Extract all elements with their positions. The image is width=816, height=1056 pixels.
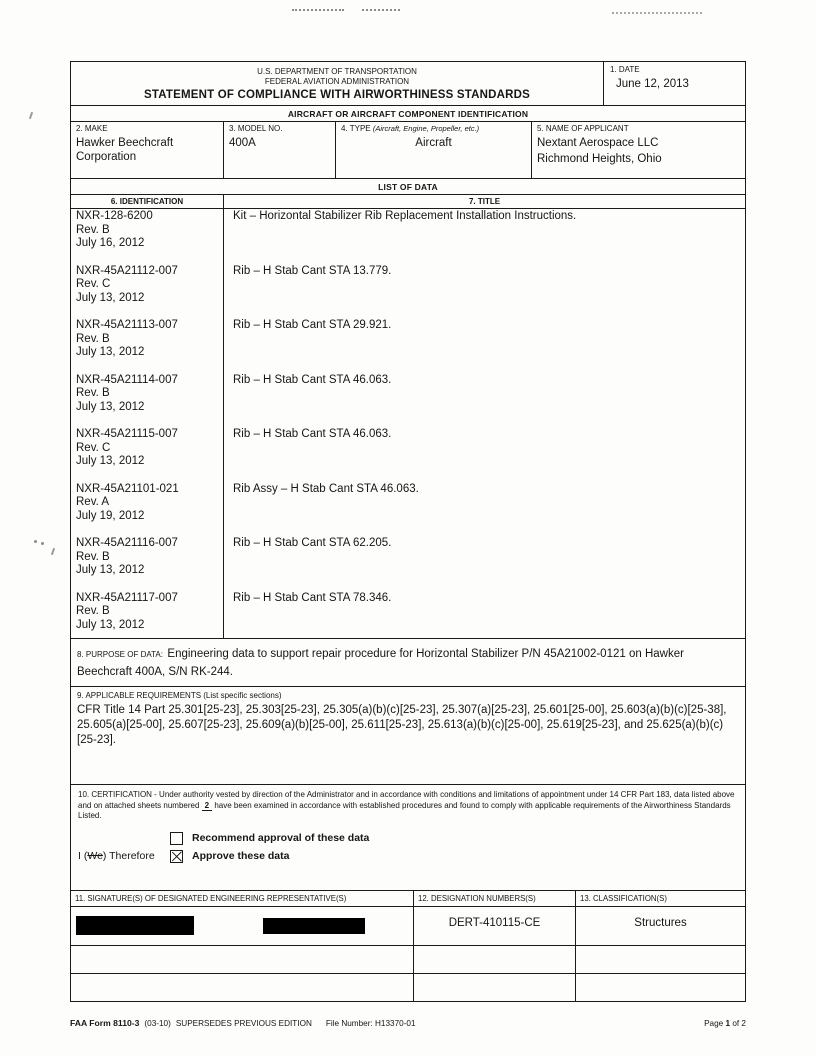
approve-label: Approve these data (192, 850, 290, 862)
signature-cell (71, 974, 414, 1001)
agency-block (71, 62, 603, 105)
scan-artifact (51, 548, 55, 555)
purpose-text: Engineering data to support repair procedure for Horizontal Stabilizer P/N 45A21002-0121 on Hawker Beechcraft 400A, S/N RK-244. (77, 648, 684, 678)
title-column-header: 7. TITLE (468, 197, 501, 206)
type-label-detail: (Aircraft, Engine, Propeller, etc.) (372, 124, 480, 133)
list-of-data-banner: LIST OF DATA (71, 179, 745, 195)
designation-number: DERT-410115-CE (448, 917, 541, 929)
type-label: 4. TYPE (Aircraft, Engine, Propeller, etc.) (341, 124, 480, 133)
redacted-signature (263, 918, 365, 934)
list-column-headers (71, 195, 745, 209)
applicable-requirements-section (71, 687, 745, 785)
recommend-choice-row (78, 832, 738, 845)
classification-column-header: 13. CLASSIFICATION(S) (580, 894, 667, 903)
applicant-label: 5. NAME OF APPLICANT (537, 124, 629, 133)
model-value: 400A (229, 137, 256, 149)
data-row (71, 264, 745, 319)
agency-line2: FEDERAL AVIATION ADMINISTRATION (264, 77, 410, 86)
scan-artifact (362, 9, 400, 11)
classification-cell (576, 974, 745, 1001)
purpose-of-data-section (71, 639, 745, 687)
data-identification: NXR-45A21115-007 Rev. C July 13, 2012 (71, 427, 224, 482)
data-identification: NXR-45A21101-021 Rev. A July 19, 2012 (71, 482, 224, 537)
i-we-therefore: I (We) Therefore (78, 850, 155, 862)
certification-section (71, 785, 745, 891)
attached-sheets-number: 2 (202, 801, 212, 811)
data-identification: NXR-45A21114-007 Rev. B July 13, 2012 (71, 373, 224, 428)
data-identification: NXR-45A21117-007 Rev. B July 13, 2012 (71, 591, 224, 639)
identification-banner: AIRCRAFT OR AIRCRAFT COMPONENT IDENTIFICATION (71, 106, 745, 122)
designation-column-header: 12. DESIGNATION NUMBERS(S) (414, 891, 576, 906)
data-row (71, 591, 745, 639)
applicant-line2: Richmond Heights, Ohio (537, 153, 662, 165)
signature-cell (71, 946, 414, 973)
signature-column-header: 11. SIGNATURE(S) OF DESIGNATED ENGINEERING REPRESENTATIVE(S) (71, 891, 414, 906)
applicant-line1: Nextant Aerospace LLC (537, 137, 659, 149)
data-title: Rib – H Stab Cant STA 29.921. (233, 319, 392, 331)
data-title: Rib – H Stab Cant STA 13.779. (233, 264, 392, 277)
make-value: Hawker Beechcraft Corporation (76, 137, 174, 163)
recommend-label: Recommend approval of these data (192, 832, 370, 844)
form-header (71, 62, 745, 106)
signature-cell (71, 907, 414, 945)
designation-cell (414, 974, 576, 1001)
page-number: 1 (725, 1019, 731, 1028)
data-title: Rib Assy – H Stab Cant STA 46.063. (233, 482, 419, 495)
data-identification: NXR-45A21112-007 Rev. C July 13, 2012 (71, 264, 224, 319)
classification-value: Structures (634, 917, 687, 929)
page-indicator: Page 1 of 2 (704, 1019, 746, 1028)
page-footer (70, 1018, 746, 1028)
designation-cell (414, 946, 576, 973)
signature-row (71, 907, 745, 946)
data-identification: NXR-128-6200 Rev. B July 16, 2012 (71, 209, 224, 264)
certification-text: 10. CERTIFICATION - Under authority vested by direction of the Administrator and in accordance with conditions and limitations of appointment under 14 CFR Part 183, data listed above and on attached sheets numbered 2 have been examined in accordance with established procedures and found to comply with applicable requirements of the Airworthiness Standards Listed. (78, 790, 735, 820)
scan-artifact (29, 112, 33, 119)
supersedes-note: SUPERSEDES PREVIOUS EDITION (175, 1019, 312, 1028)
make-label: 2. MAKE (76, 124, 108, 133)
scan-artifact (41, 542, 44, 545)
requirements-text: CFR Title 14 Part 25.301[25-23], 25.303[25-23], 25.305(a)(b)(c)[25-23], 25.307(a)[25-23], 25.601[25-00], 25.603(a)(b)(c)[25-38], 25.605(a)[25-00], 25.607[25-23], 25.609(a)(b)[25-00], 25.611[25-23], 25.613(a)(b)(c)[25-00], 25.619[25-23], and 25.625(a)(b)(c)[25-23]. (77, 704, 727, 746)
scan-artifact (612, 12, 702, 14)
approve-checkbox-checked (170, 850, 183, 863)
data-row (71, 373, 745, 428)
model-label: 3. MODEL NO. (229, 124, 283, 133)
approve-choice-row (78, 850, 738, 863)
agency-line1: U.S. DEPARTMENT OF TRANSPORTATION (257, 67, 417, 76)
model-cell (224, 122, 336, 178)
file-number: File Number: H13370-01 (325, 1019, 416, 1028)
requirements-label: 9. APPLICABLE REQUIREMENTS (List specific sections) (77, 691, 282, 700)
data-title: Rib – H Stab Cant STA 78.346. (233, 591, 392, 604)
data-row (71, 482, 745, 537)
classification-cell (576, 946, 745, 973)
identification-column-header: 6. IDENTIFICATION (71, 195, 224, 208)
form-id: FAA Form 8110-3 (70, 1018, 140, 1028)
signature-row (71, 974, 745, 1001)
classification-cell (576, 907, 745, 945)
type-value: Aircraft (415, 137, 452, 149)
data-identification: NXR-45A21113-007 Rev. B July 13, 2012 (71, 318, 224, 373)
date-label: 1. DATE (610, 65, 640, 74)
redacted-signature (76, 916, 194, 935)
form-title: STATEMENT OF COMPLIANCE WITH AIRWORTHINESS STANDARDS (143, 89, 531, 101)
applicant-cell (532, 122, 745, 178)
signature-row (71, 946, 745, 974)
struck-we: We (87, 850, 103, 862)
identification-row (71, 122, 745, 179)
faa-form-8110-3 (70, 61, 746, 1002)
data-identification: NXR-45A21116-007 Rev. B July 13, 2012 (71, 536, 224, 591)
footer-left (70, 1018, 416, 1028)
data-row (71, 536, 745, 591)
data-title: Kit – Horizontal Stabilizer Rib Replacement Installation Instructions. (233, 210, 577, 222)
purpose-label: 8. PURPOSE OF DATA: (77, 650, 163, 659)
recommend-checkbox (170, 832, 183, 845)
date-box (603, 62, 745, 105)
designation-cell (414, 907, 576, 945)
signature-table-headers (71, 891, 745, 907)
date-value: June 12, 2013 (616, 78, 689, 90)
type-cell (336, 122, 532, 178)
data-title: Rib – H Stab Cant STA 62.205. (233, 537, 392, 549)
list-of-data-area (71, 209, 745, 639)
data-row (71, 318, 745, 373)
form-edition: (03-10) (144, 1019, 171, 1028)
make-cell (71, 122, 224, 178)
data-row (71, 209, 745, 264)
data-title: Rib – H Stab Cant STA 46.063. (233, 373, 392, 386)
scan-artifact (34, 540, 37, 543)
certification-choices (78, 832, 738, 863)
scan-artifact (292, 9, 344, 11)
data-title: Rib – H Stab Cant STA 46.063. (233, 428, 392, 440)
data-row (71, 427, 745, 482)
